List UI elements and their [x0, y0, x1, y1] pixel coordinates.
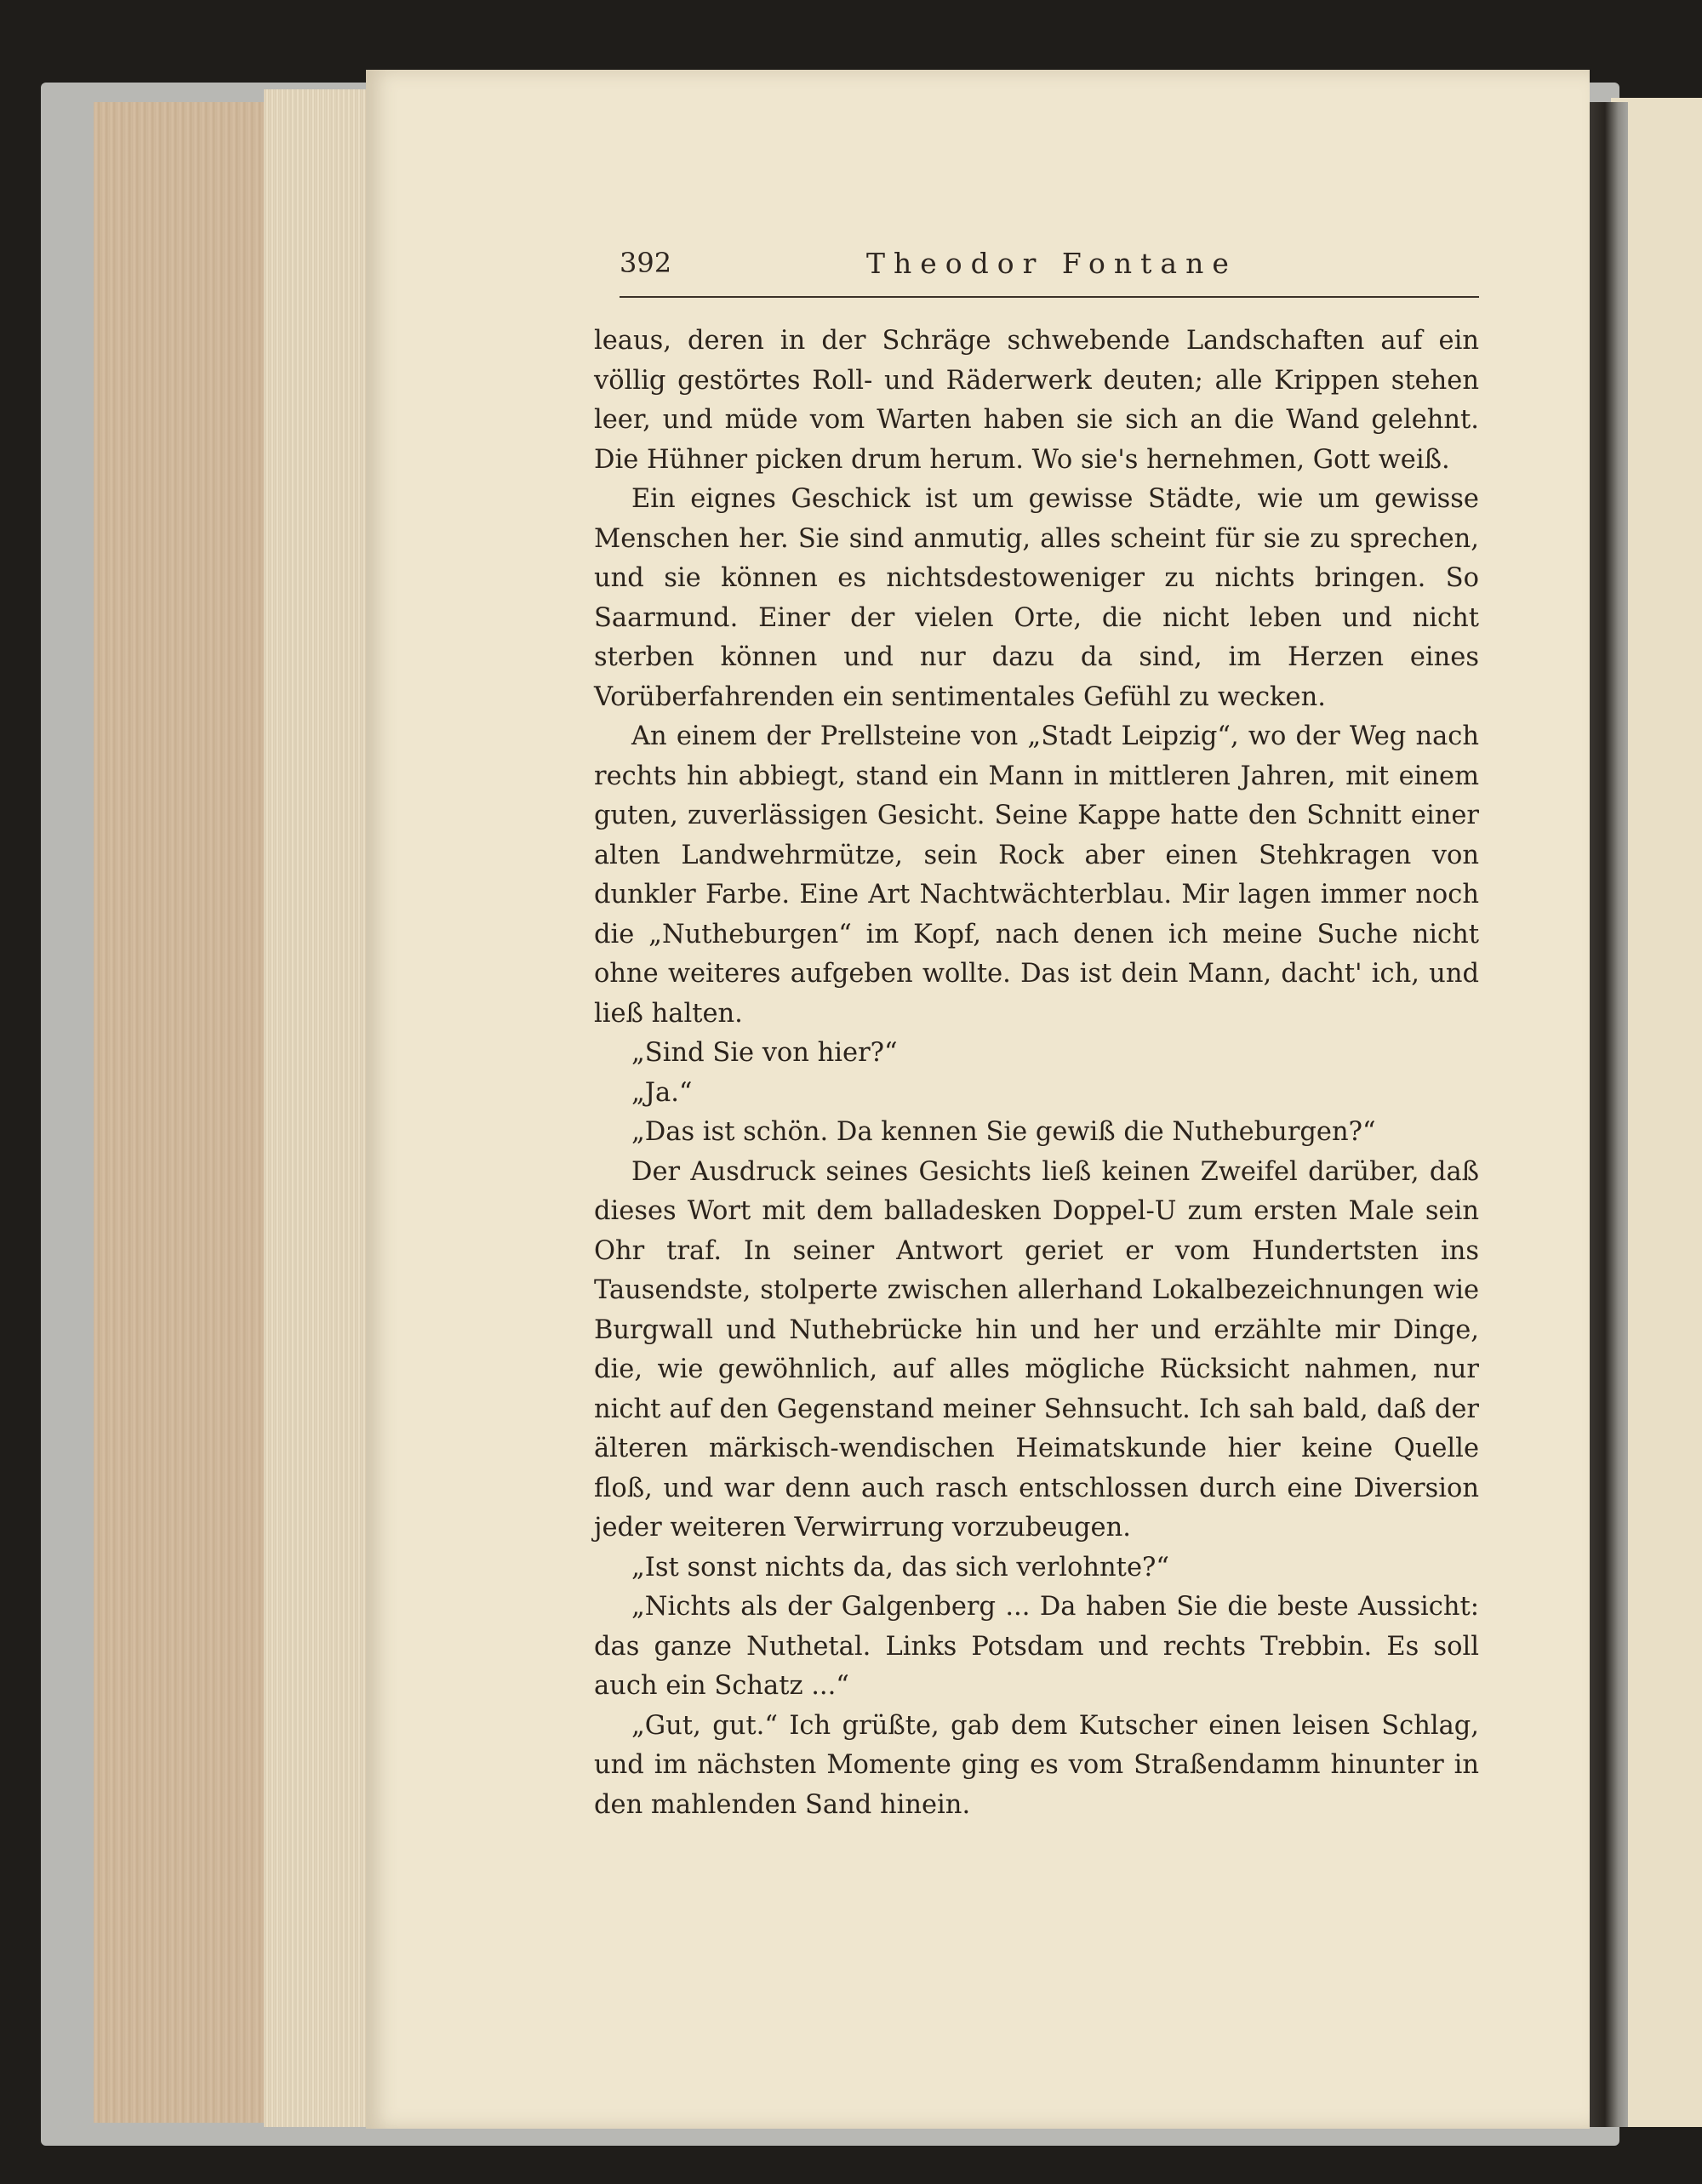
paragraph: Der Ausdruck seines Gesichts ließ keinen Zweifel darüber, daß dieses Wort mit dem balladesken Doppel-U zum ersten Male sein Ohr traf. In seiner Antwort geriet er vom Hundertsten ins Tausendste, stolperte zwischen allerhand Lokalbezeichnungen wie Burgwall und Nuthebrücke hin und her und erzählte mir Dinge, die, wie gewöhnlich, auf alles mögliche Rücksicht nahmen, nur nicht auf den Gegenstand meiner Sehnsucht. Ich sah bald, daß der älteren märkisch-wendischen Heimatskunde hier keine Quelle floß, und war denn auch rasch entschlossen durch eine Diversion jeder weiteren Verwirrung vorzubeugen. [594, 1156, 1479, 1542]
paragraph: leaus, deren in der Schräge schwebende Landschaften auf ein völlig gestörtes Roll- und Räderwerk deuten; alle Krippen stehen leer, und müde vom Warten haben sie sich an die Wand gelehnt. Die Hühner picken drum herum. Wo sie's hernehmen, Gott weiß. [594, 326, 1479, 475]
dialogue-line: „Ist sonst nichts da, das sich verlohnte?“ [631, 1552, 1169, 1582]
body-text [594, 322, 1479, 1825]
book-gutter [1590, 102, 1628, 2127]
page-number: 392 [620, 247, 672, 279]
paragraph: Ein eignes Geschick ist um gewisse Städte, wie um gewisse Menschen her. Sie sind anmutig, alles scheint für sie zu sprechen, und sie können es nichtsdestoweniger zu nichts bringen. So Saarmund. Einer der vielen Orte, die nicht leben und nicht sterben können und nur dazu da sind, im Herzen eines Vorüberfahrenden ein sentimentales Gefühl zu wecken. [594, 484, 1479, 712]
paragraph: An einem der Prellsteine von „Stadt Leipzig“, wo der Weg nach rechts hin abbiegt, stand ein Mann in mittleren Jahren, mit einem guten, zuverlässigen Gesicht. Seine Kappe hatte den Schnitt einer alten Landwehrmütze, sein Rock aber einen Stehkragen von dunkler Farbe. Eine Art Nachtwächterblau. Mir lagen immer noch die „Nutheburgen“ im Kopf, nach denen ich meine Suche nicht ohne weiteres aufgeben wollte. Das ist dein Mann, dacht' ich, und ließ halten. [594, 721, 1479, 1029]
paragraph: „Gut, gut.“ Ich grüßte, gab dem Kutscher einen leisen Schlag, und im nächsten Momente ging es vom Straßendamm hinunter in den mahlenden Sand hinein. [594, 1710, 1479, 1820]
running-title: Theodor Fontane [866, 247, 1237, 280]
page-header [620, 247, 1479, 298]
dialogue-line: „Nichts als der Galgenberg ... Da haben Sie die beste Aussicht: das ganze Nuthetal. Links Potsdam und rechts Trebbin. Es soll auch ein Schatz ...“ [594, 1592, 1479, 1701]
dialogue-line: „Das ist schön. Da kennen Sie gewiß die Nutheburgen?“ [631, 1117, 1376, 1147]
page-stack [264, 89, 366, 2127]
dialogue-line: „Ja.“ [631, 1077, 693, 1108]
dialogue-line: „Sind Sie von hier?“ [631, 1038, 898, 1068]
